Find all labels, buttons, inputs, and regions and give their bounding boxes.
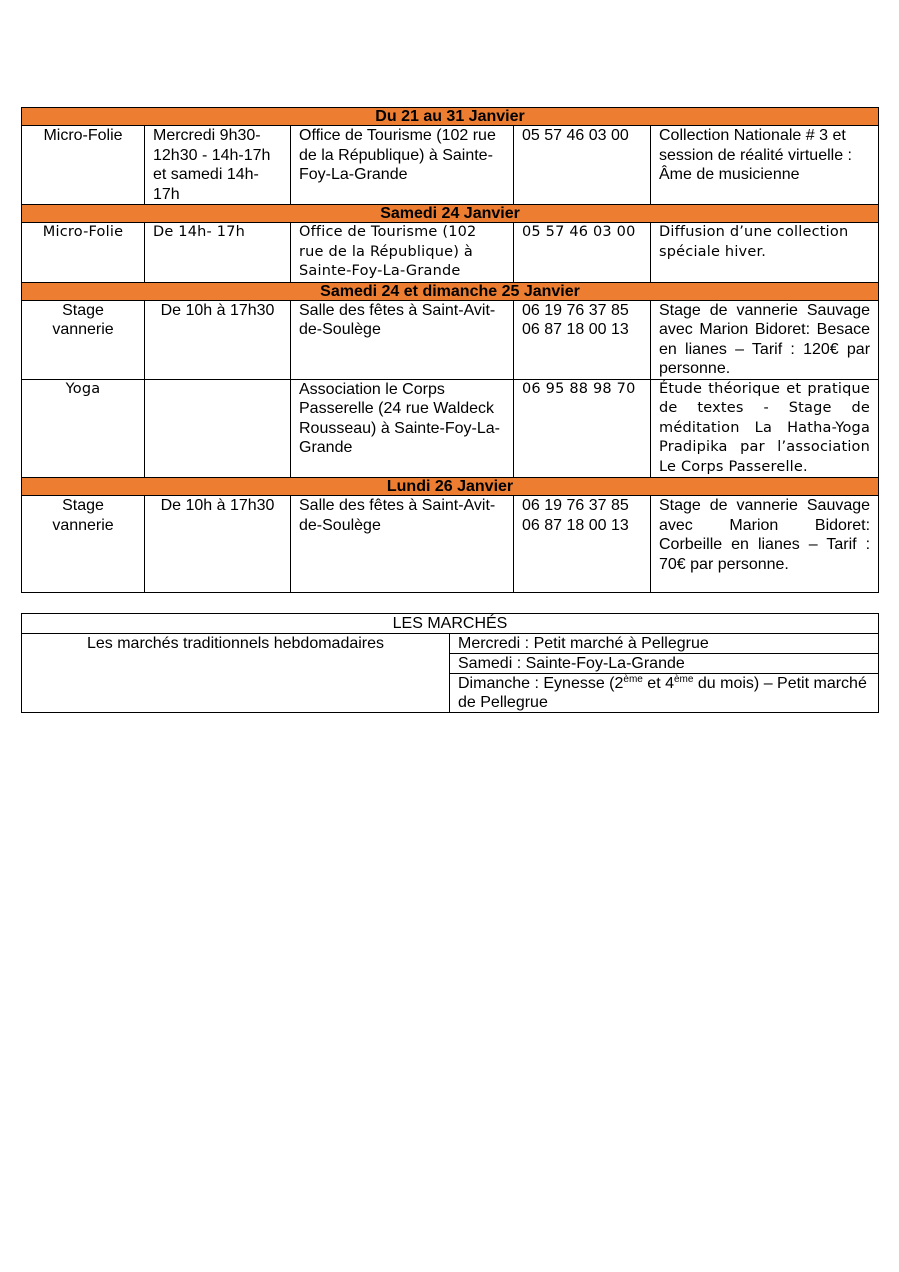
phone-line: 06 19 76 37 85 xyxy=(522,301,629,319)
section-header xyxy=(22,108,879,126)
phone-cell: 06 95 88 98 70 xyxy=(514,379,651,478)
activity-cell: Yoga xyxy=(22,379,145,478)
phone-cell: 05 57 46 03 00 xyxy=(514,223,651,283)
markets-title: LES MARCHÉS xyxy=(22,614,879,634)
hours-cell: De 14h- 17h xyxy=(145,223,291,283)
phone-line: 06 87 18 00 13 xyxy=(522,321,629,338)
table-row xyxy=(22,126,879,205)
hours-cell xyxy=(145,379,291,478)
markets-header-row xyxy=(22,614,879,634)
description-cell: Étude théorique et pratique de textes - Stage de méditation La Hatha-Yoga Pradipika par l’association Le Corps Passerelle. xyxy=(651,379,879,478)
section-title: Du 21 au 31 Janvier xyxy=(22,108,879,126)
table-row xyxy=(22,300,879,379)
sunday-text-c: du mois) – Petit marché de Pellegrue xyxy=(458,675,867,711)
phone-line: 06 19 76 37 85 xyxy=(522,497,629,514)
sunday-text-b: et 4 xyxy=(642,675,674,692)
ordinal-sup: ème xyxy=(674,674,694,685)
phone-cell: 05 57 46 03 00 xyxy=(514,126,651,205)
description-cell: Stage de vannerie Sauvage avec Marion Bidoret: Corbeille en lianes – Tarif : 70€ par personne. xyxy=(651,496,879,593)
section-title: Samedi 24 Janvier xyxy=(22,205,879,223)
hours-cell: De 10h à 17h30 xyxy=(145,300,291,379)
place-cell: Office de Tourisme (102 rue de la République) à Sainte-Foy-La-Grande xyxy=(291,126,514,205)
market-wednesday: Mercredi : Petit marché à Pellegrue xyxy=(450,634,879,654)
activity-cell: Micro-Folie xyxy=(22,126,145,205)
markets-table xyxy=(21,613,879,713)
hours-cell: Mercredi 9h30-12h30 - 14h-17h et samedi 14h-17h xyxy=(145,126,291,205)
description-cell: Diffusion d’une collection spéciale hiver. xyxy=(651,223,879,283)
market-saturday: Samedi : Sainte-Foy-La-Grande xyxy=(450,654,879,674)
place-cell: Association le Corps Passerelle (24 rue Waldeck Rousseau) à Sainte-Foy-La-Grande xyxy=(291,379,514,478)
market-row xyxy=(22,634,879,654)
place-cell: Salle des fêtes à Saint-Avit-de-Soulège xyxy=(291,496,514,593)
table-row xyxy=(22,223,879,283)
table-row xyxy=(22,496,879,593)
place-cell: Salle des fêtes à Saint-Avit-de-Soulège xyxy=(291,300,514,379)
ordinal-sup: ème xyxy=(623,674,643,685)
phone-line: 06 87 18 00 13 xyxy=(522,516,629,534)
description-cell: Stage de vannerie Sauvage avec Marion Bidoret: Besace en lianes – Tarif : 120€ par personne. xyxy=(651,300,879,379)
activity-cell: Stage vannerie xyxy=(22,300,145,379)
hours-cell: De 10h à 17h30 xyxy=(145,496,291,593)
events-table xyxy=(21,107,879,593)
activity-cell: Micro-Folie xyxy=(22,223,145,283)
markets-label: Les marchés traditionnels hebdomadaires xyxy=(22,634,450,713)
phone-cell xyxy=(514,300,651,379)
place-cell: Office de Tourisme (102 rue de la République) à Sainte-Foy-La-Grande xyxy=(291,223,514,283)
description-cell: Collection Nationale # 3 et session de réalité virtuelle : Âme de musicienne xyxy=(651,126,879,205)
section-title: Lundi 26 Janvier xyxy=(22,478,879,496)
section-header xyxy=(22,205,879,223)
section-header xyxy=(22,478,879,496)
table-row xyxy=(22,379,879,478)
market-sunday xyxy=(450,674,879,713)
sunday-text-a: Dimanche : Eynesse (2 xyxy=(458,675,624,692)
section-title: Samedi 24 et dimanche 25 Janvier xyxy=(22,282,879,300)
section-header xyxy=(22,282,879,300)
activity-cell: Stage vannerie xyxy=(22,496,145,593)
phone-cell xyxy=(514,496,651,593)
